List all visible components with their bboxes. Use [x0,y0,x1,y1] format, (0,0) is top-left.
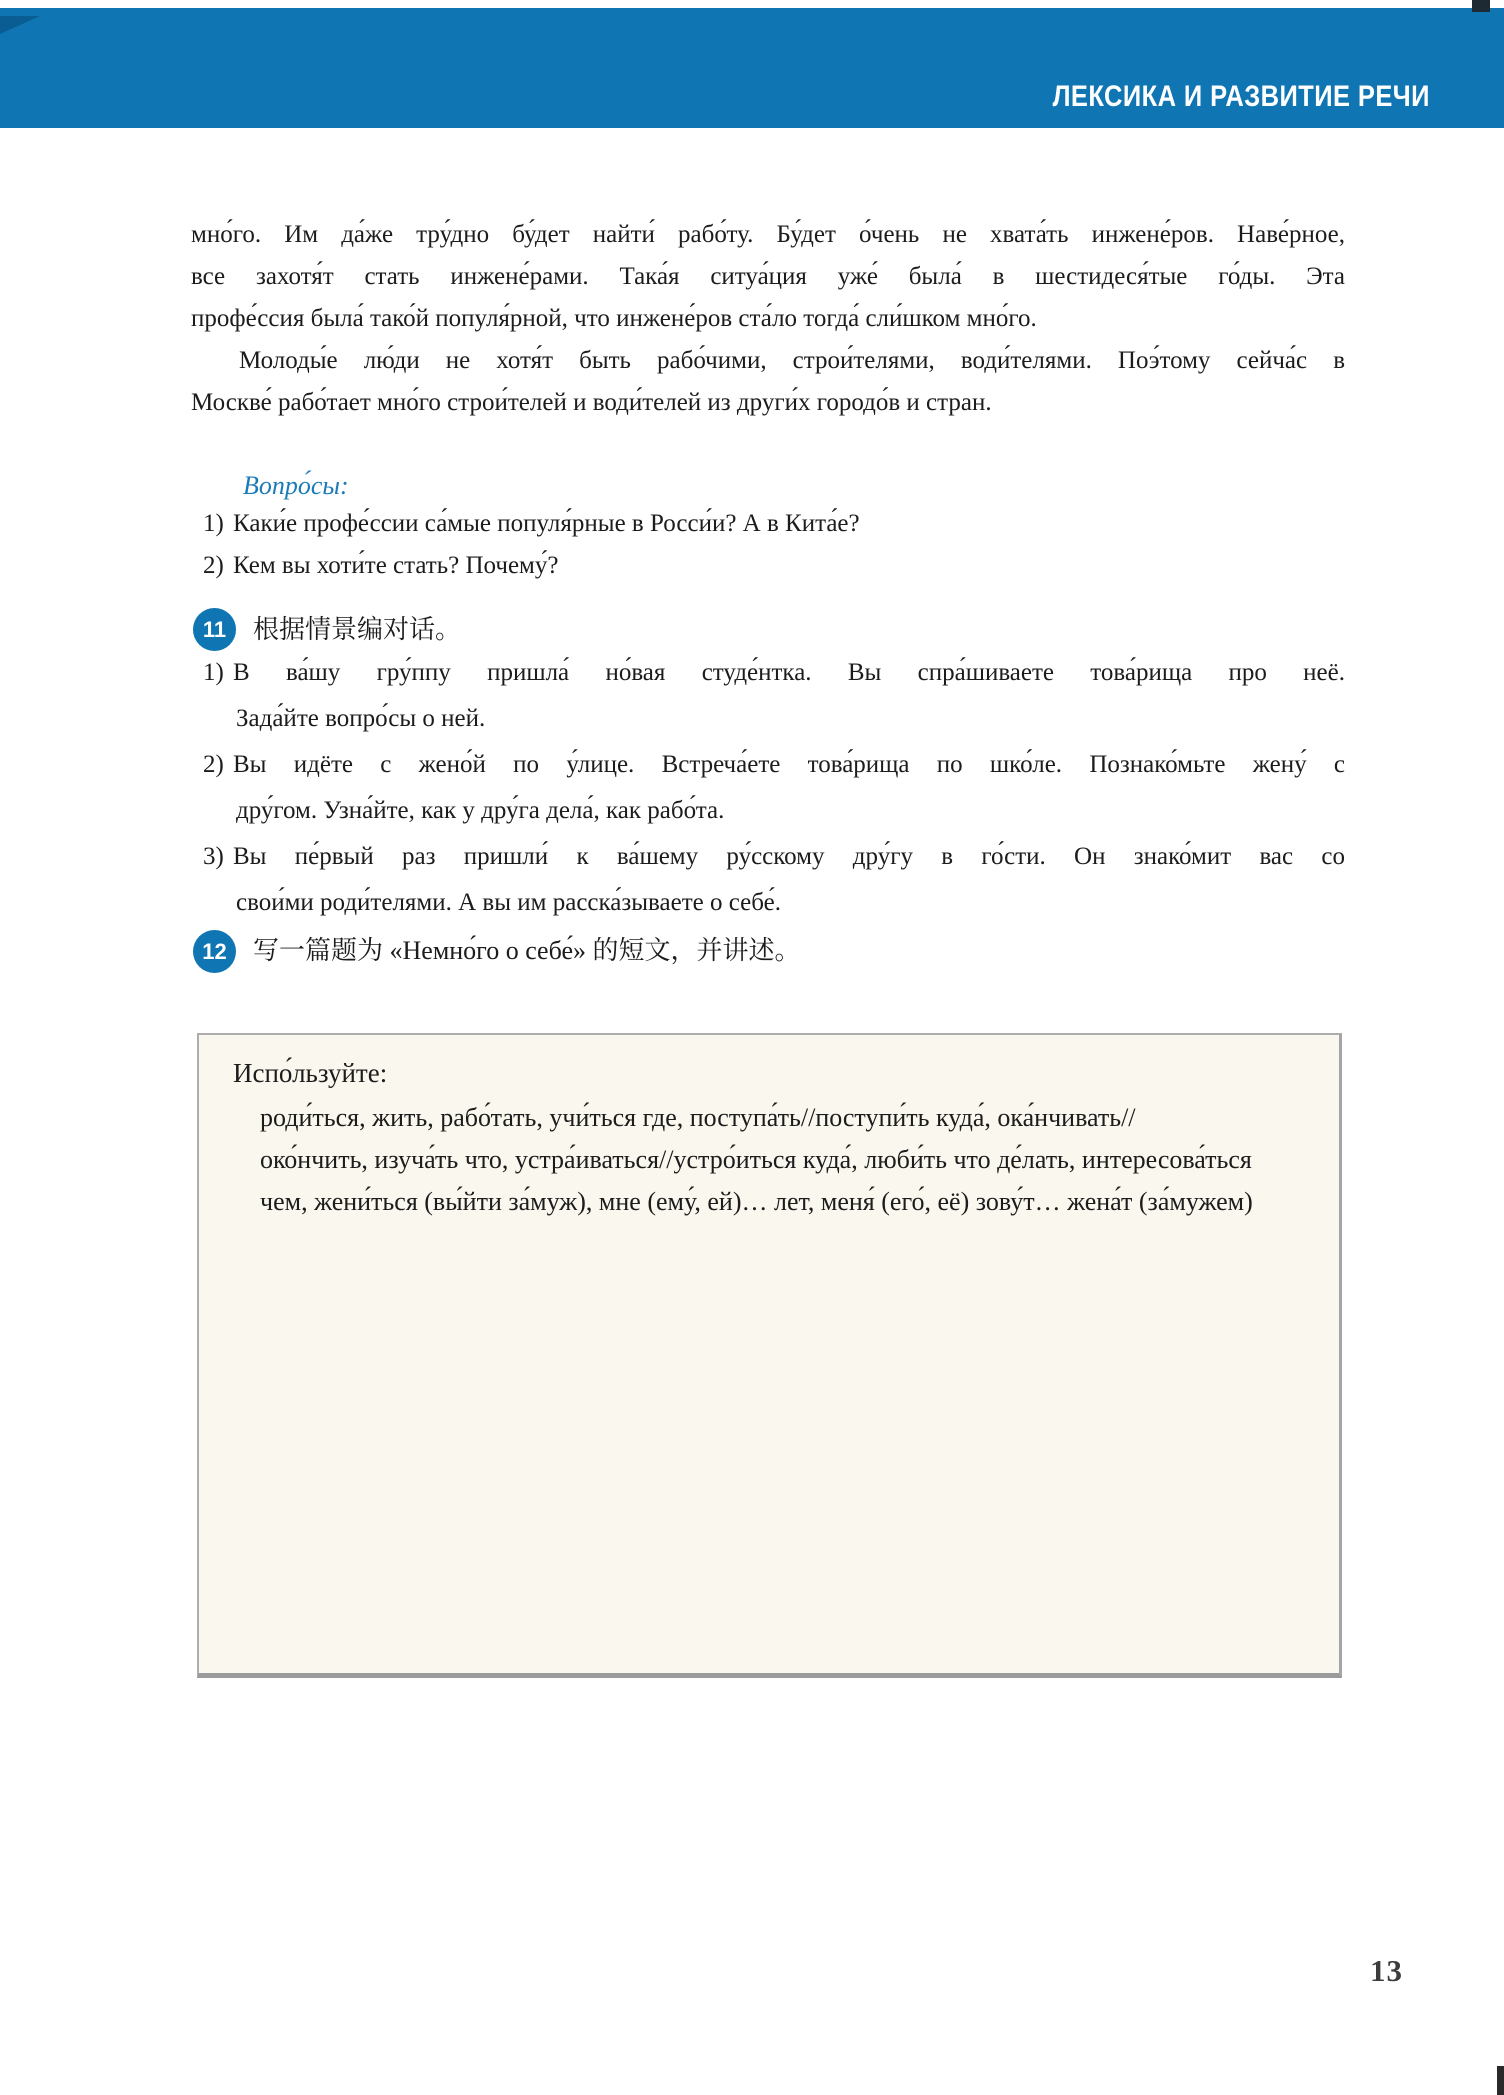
vocabulary-box-words [260,1097,1339,1223]
question-item [203,503,1345,545]
scan-corner-artifact-top-left [0,16,40,34]
page-number: 13 [1370,1953,1403,1988]
exercise-11-items [203,650,1345,926]
question-item [203,545,1345,587]
paragraph-line: профе́ссия была́ тако́й популя́рной, что инжене́ров ста́ло тогда́ сли́шком мно́го. [191,305,1037,332]
chapter-title: ЛЕКСИКА И РАЗВИТИЕ РЕЧИ [1052,80,1430,113]
vocabulary-box-heading: Испо́льзуйте: [233,1058,388,1088]
questions-list [203,503,1345,587]
item-number: 1) [203,659,224,686]
vocabulary-line: око́нчить, изуча́ть что, устра́иваться//устро́иться куда́, люби́ть что де́лать, интересова́ться [260,1145,1252,1174]
body-text [191,214,1345,424]
question-text: Каки́е профе́ссии са́мые популя́рные в Росси́и? А в Кита́е? [233,510,860,537]
paragraph-line: все захотя́т стать инжене́рами. Така́я ситуа́ция уже́ была́ в шестидеся́тые го́ды. Эта [191,263,1345,290]
item-number: 2) [203,751,224,778]
exercise-item-line [203,742,1345,788]
exercise-11-instruction: 根据情景编对话。 [253,615,462,644]
question-text: Кем вы хоти́те стать? Почему́? [233,552,559,579]
item-number: 3) [203,843,224,870]
scan-corner-artifact-top-right [1472,0,1490,12]
questions-heading: Вопро́сы: [243,471,349,500]
question-number: 1) [203,510,224,537]
vocabulary-box [197,1033,1342,1678]
paragraph-line: Молоды́е лю́ди не хотя́т быть рабо́чими, строи́телями, води́телями. Поэ́тому сейча́с в [239,347,1345,374]
exercise-item-line: свои́ми роди́телями. А вы им расска́зываете о себе́. [236,889,781,916]
paragraph-line: мно́го. Им да́же тру́дно бу́дет найти́ рабо́ту. Бу́дет о́чень не хвата́ть инжене́ров. Наве́рное, [191,221,1345,248]
exercise-12-badge: 12 [193,930,236,973]
scan-edge-artifact-bottom-right [1497,2066,1504,2095]
paragraph-line: Москве́ рабо́тает мно́го строи́телей и води́телей из други́х городо́в и стран. [191,389,992,416]
exercise-item-line [203,650,1345,696]
exercise-item-line: дру́гом. Узна́йте, как у дру́га дела́, как рабо́та. [236,797,725,824]
exercise-item-line: Зада́йте вопро́сы о ней. [236,705,486,732]
item-text: Вы идёте с жено́й по у́лице. Встреча́ете това́рища по шко́ле. Познако́мьте жену́ с [233,751,1345,778]
vocabulary-line: чем, жени́ться (вы́йти за́муж), мне (ему́, ей)… лет, меня́ (его́, её) зову́т… жена́т (за́мужем) [260,1187,1253,1216]
exercise-11-badge: 11 [193,608,236,651]
vocabulary-line: роди́ться, жить, рабо́тать, учи́ться где, поступа́ть//поступи́ть куда́, ока́нчивать// [260,1103,1136,1132]
item-text: Вы пе́рвый раз пришли́ к ва́шему ру́сскому дру́гу в го́сти. Он знако́мит вас со [233,843,1345,870]
question-number: 2) [203,552,224,579]
header-band [0,8,1504,128]
exercise-item-line [203,834,1345,880]
item-text: В ва́шу гру́ппу пришла́ но́вая студе́нтка. Вы спра́шиваете това́рища про неё. [233,659,1345,686]
exercise-12-instruction: 写一篇题为 «Немно́го о себе́» 的短文，并讲述。 [253,936,801,965]
